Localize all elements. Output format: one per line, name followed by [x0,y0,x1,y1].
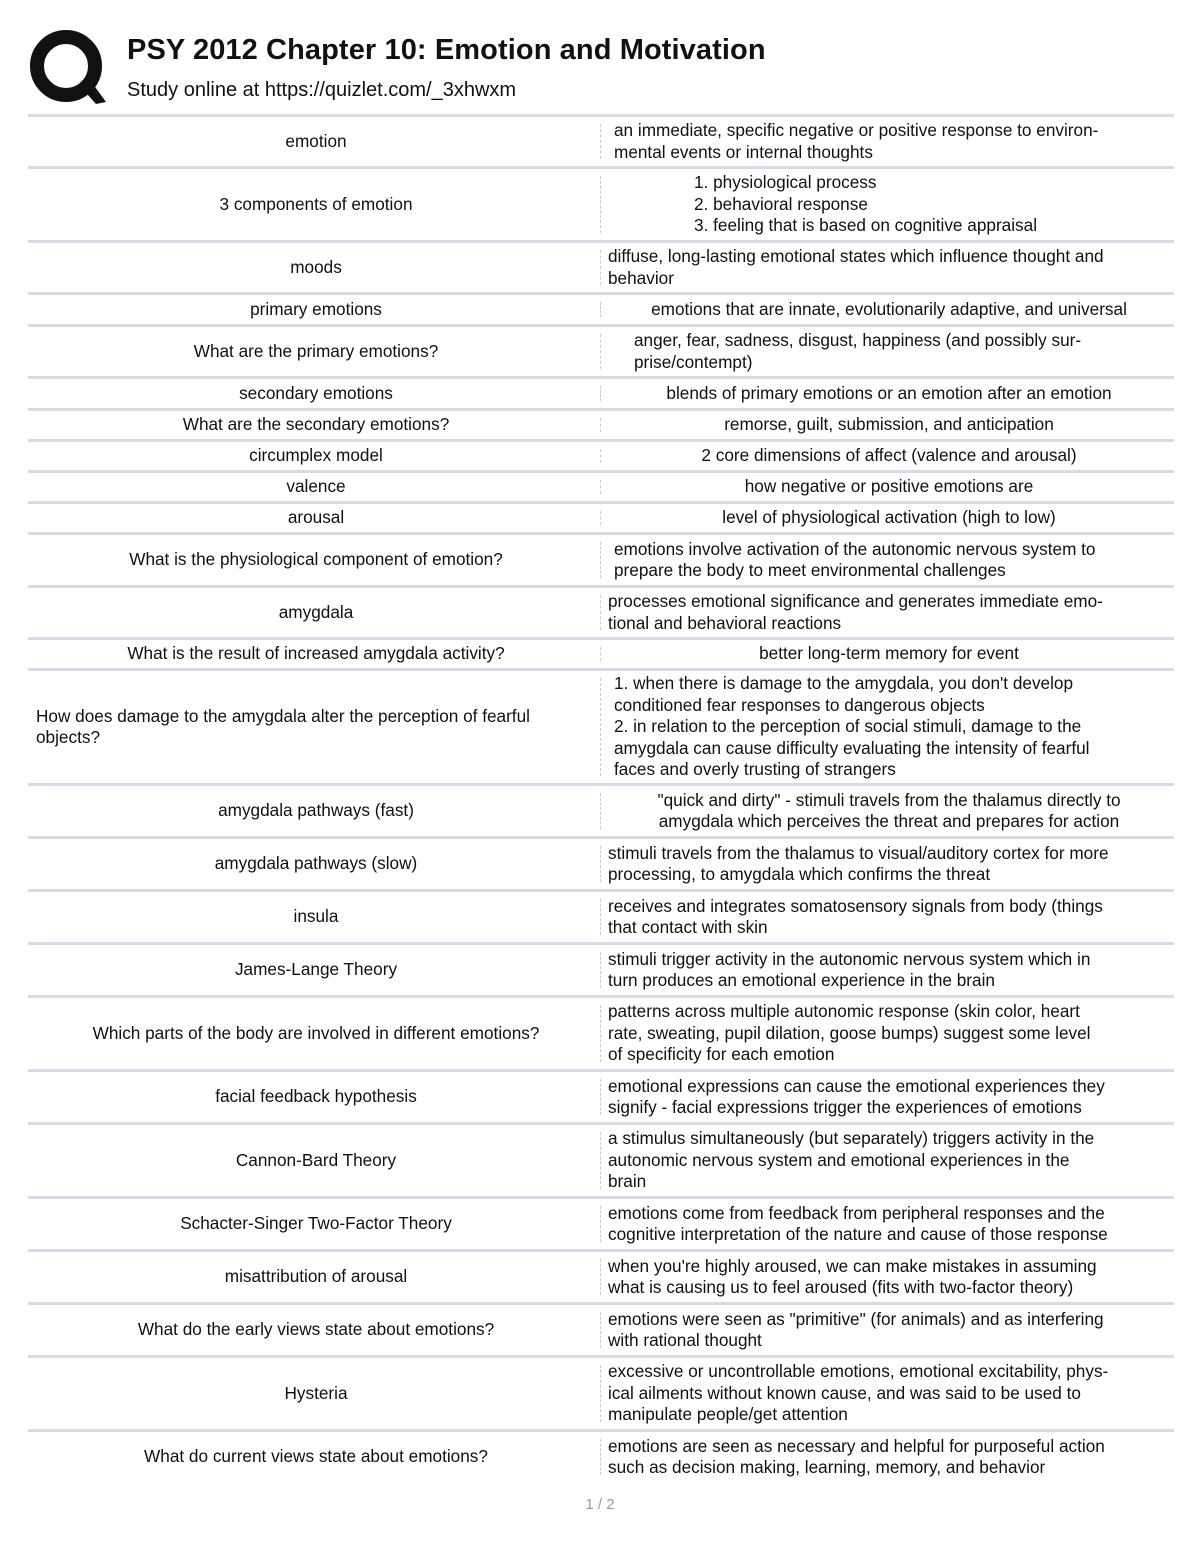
definition-line: amygdala can cause difficulty evaluating the intensity of fearful [614,737,1090,758]
term-cell: What do current views state about emotions? [144,1446,488,1467]
term-cell: valence [286,476,346,497]
definition-line: 1. when there is damage to the amygdala, you don't develop [614,673,1074,694]
definition-cell [604,1252,1174,1302]
term-cell [28,671,604,783]
table-row [28,945,1174,995]
definition-line: processing, to amygdala which confirms the threat [608,864,991,884]
table-row [28,588,1174,637]
definition-line: prepare the body to meet environmental challenges [614,560,1006,580]
term-cell: Cannon-Bard Theory [235,1149,397,1170]
definition-cell [604,295,1174,324]
definition-line: brain [608,1171,647,1192]
term-cell: James-Lange Theory [234,959,398,980]
table-row [28,892,1174,942]
table-row [28,411,1174,439]
definition-line: 3. feeling that is based on cognitive appraisal [694,215,1038,236]
definition-cell [604,998,1174,1069]
definition-line: with rational thought [608,1330,762,1350]
definition-cell [604,1432,1174,1482]
definition-line: of specificity for each emotion [608,1044,835,1065]
definition-line: 2. in relation to the perception of social stimuli, damage to the [614,716,1082,737]
definition-cell [604,504,1174,532]
definition-line: stimuli trigger activity in the autonomic nervous system which in [608,948,1091,969]
definition-cell [604,786,1174,836]
definition-line: behavior [608,267,674,288]
definition-line: such as decision making, learning, memory, and behavior [608,1457,1046,1477]
definition-cell [604,945,1174,995]
definition-line: amygdala which perceives the threat and prepares for action [658,811,1120,831]
term-cell: facial feedback hypothesis [215,1086,417,1107]
table-row [28,295,1174,324]
definition-line: stimuli travels from the thalamus to visual/auditory cortex for more [608,842,1109,863]
definition-line: 2 core dimensions of affect (valence and arousal) [701,445,1077,466]
definition-line: patterns across multiple autonomic response (skin color, heart [608,1001,1080,1022]
table-row [28,473,1174,501]
table-row [28,1358,1174,1429]
definition-line: ical ailments without known cause, and was said to be used to [608,1382,1081,1403]
table-row [28,117,1174,166]
term-cell: What are the primary emotions? [193,340,439,361]
flashcard-table [28,114,1174,1482]
definition-line: rate, sweating, pupil dilation, goose bumps) suggest some level [608,1022,1091,1043]
term-cell: amygdala [278,601,354,622]
definition-line: manipulate people/get attention [608,1404,848,1425]
definition-line: anger, fear, sadness, disgust, happiness (and possibly sur- [634,330,1082,350]
definition-line: prise/contempt) [634,351,753,372]
page-number: 1 / 2 [585,1496,615,1513]
definition-line: blends of primary emotions or an emotion after an emotion [666,382,1112,403]
term-cell: What do the early views state about emotions? [137,1319,495,1340]
term-cell: primary emotions [250,298,382,319]
definition-line: mental events or internal thoughts [614,141,873,162]
table-row [28,327,1174,376]
definition-cell [604,1125,1174,1196]
definition-line: a stimulus simultaneously (but separately) triggers activity in the [608,1128,1095,1149]
definition-line: what is causing us to feel aroused (fits with two-factor theory) [608,1277,1074,1297]
definition-line: diffuse, long-lasting emotional states which influence thought and [608,246,1104,266]
term-line: How does damage to the amygdala alter the perception of fearful [36,705,530,726]
definition-line: processes emotional significance and generates immediate emo- [608,591,1103,611]
table-row [28,1199,1174,1249]
definition-line: remorse, guilt, submission, and anticipation [724,414,1054,435]
definition-line: 2. behavioral response [694,193,868,214]
term-cell: misattribution of arousal [224,1266,408,1287]
table-row [28,243,1174,292]
definition-cell [604,473,1174,501]
definition-cell [604,1358,1174,1429]
definition-cell [604,671,1174,783]
definition-cell [604,411,1174,439]
study-online-link[interactable]: Study online at https://quizlet.com/_3xhwxm [127,79,517,101]
definition-cell [604,640,1174,668]
definition-cell [604,243,1174,292]
definition-cell [604,379,1174,408]
definition-line: that contact with skin [608,917,768,937]
definition-line: "quick and dirty" - stimuli travels from the thalamus directly to [657,789,1121,810]
definition-line: turn produces an emotional experience in the brain [608,970,995,990]
definition-cell [604,892,1174,942]
definition-line: better long-term memory for event [759,643,1019,664]
table-row [28,998,1174,1069]
definition-cell [604,117,1174,166]
definition-cell [604,839,1174,889]
term-cell: moods [290,256,342,277]
definition-line: 1. physiological process [694,172,877,193]
definition-cell [604,169,1174,240]
definition-line: emotions involve activation of the autonomic nervous system to [614,538,1096,559]
definition-line: faces and overly trusting of strangers [614,759,896,780]
term-cell: circumplex model [249,445,383,466]
table-row [28,535,1174,585]
term-cell: amygdala pathways (fast) [218,800,414,821]
definition-line: emotional expressions can cause the emotional experiences they [608,1075,1105,1096]
table-row [28,671,1174,783]
term-line: objects? [36,727,101,747]
definition-line: emotions that are innate, evolutionarily adaptive, and universal [651,298,1127,319]
page-title: PSY 2012 Chapter 10: Emotion and Motivation [127,34,766,66]
term-cell: secondary emotions [239,382,393,403]
table-row [28,1072,1174,1122]
definition-line: tional and behavioral reactions [608,612,842,633]
definition-line: emotions are seen as necessary and helpful for purposeful action [608,1435,1105,1456]
definition-cell [604,1072,1174,1122]
table-row [28,379,1174,408]
definition-line: receives and integrates somatosensory signals from body (things [608,895,1103,916]
definition-line: how negative or positive emotions are [744,476,1034,497]
term-cell: emotion [285,130,347,151]
definition-line: cognitive interpretation of the nature and cause of those response [608,1224,1108,1244]
table-row [28,786,1174,836]
definition-cell [604,588,1174,637]
term-cell: arousal [287,507,345,528]
definition-line: level of physiological activation (high to low) [722,507,1056,528]
term-cell: Which parts of the body are involved in different emotions? [92,1022,540,1043]
term-cell: amygdala pathways (slow) [214,853,418,874]
definition-line: when you're highly aroused, we can make mistakes in assuming [608,1255,1097,1276]
term-cell: 3 components of emotion [219,193,413,214]
definition-cell [604,327,1174,376]
table-row [28,1432,1174,1482]
definition-line: emotions come from feedback from peripheral responses and the [608,1202,1105,1223]
term-cell: insula [293,906,339,927]
term-cell: What is the result of increased amygdala activity? [127,643,505,664]
table-row [28,1305,1174,1355]
definition-line: excessive or uncontrollable emotions, emotional excitability, phys- [608,1361,1109,1382]
definition-cell [604,1199,1174,1249]
table-row [28,1125,1174,1196]
definition-cell [604,442,1174,470]
quizlet-logo-icon [28,28,108,108]
definition-cell [604,535,1174,585]
table-row [28,640,1174,668]
term-cell: Schacter-Singer Two-Factor Theory [180,1213,452,1234]
definition-cell [604,1305,1174,1355]
definition-line: autonomic nervous system and emotional experiences in the [608,1149,1070,1170]
term-cell: What is the physiological component of emotion? [129,549,503,570]
definition-line: emotions were seen as "primitive" (for animals) and as interfering [608,1308,1104,1329]
table-row [28,839,1174,889]
table-row [28,1252,1174,1302]
definition-line: an immediate, specific negative or positive response to environ- [614,120,1099,140]
table-row [28,442,1174,470]
table-row [28,169,1174,240]
table-row [28,504,1174,532]
definition-line: conditioned fear responses to dangerous objects [614,694,985,715]
term-cell: What are the secondary emotions? [182,414,450,435]
term-cell: Hysteria [284,1382,348,1403]
definition-line: signify - facial expressions trigger the experiences of emotions [608,1097,1082,1117]
